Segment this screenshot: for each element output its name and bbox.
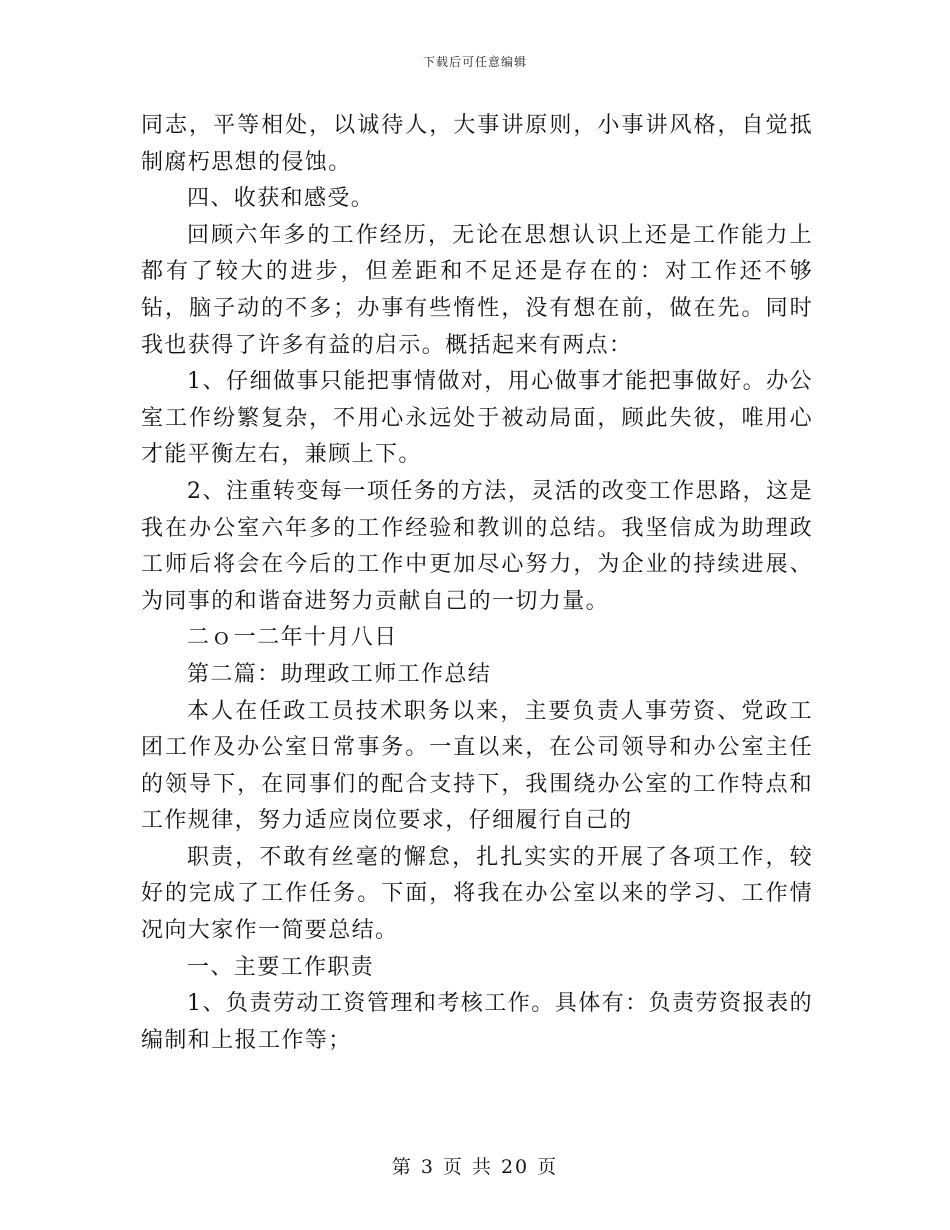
footer-middle: 页 共 xyxy=(442,1156,493,1178)
date-line: 二ｏ一二年十月八日 xyxy=(187,625,398,651)
paragraph-continuation: 同志，平等相处，以诚待人，大事讲原则，小事讲风格，自觉抵制腐朽思想的侵蚀。 xyxy=(141,113,813,175)
footer-prefix: 第 xyxy=(391,1156,413,1178)
document-body xyxy=(141,108,813,1059)
paragraph-duties: 职责，不敢有丝毫的懈怠，扎扎实实的开展了各项工作，较好的完成了工作任务。下面，将我在办公室以来的学习、工作情况向大家作一简要总结。 xyxy=(141,844,813,944)
footer-page-number: 3 xyxy=(420,1156,435,1178)
paragraph-review: 回顾六年多的工作经历，无论在思想认识上还是工作能力上都有了较大的进步，但差距和不足还是存在的：对工作还不够钻，脑子动的不多；办事有些惰性，没有想在前，做在先。同时我也获得了许多有益的启示。概括起来有两点： xyxy=(141,222,813,358)
paragraph-point-1: 1、仔细做事只能把事情做对，用心做事才能把事做好。办公室工作纷繁复杂，不用心永远处于被动局面，顾此失彼，唯用心才能平衡左右，兼顾上下。 xyxy=(141,369,813,468)
paragraph-item-1: 1、负责劳动工资管理和考核工作。具体有：负责劳资报表的编制和上报工作等； xyxy=(141,991,813,1053)
page-header: 下载后可任意编辑 xyxy=(422,55,527,69)
footer-suffix: 页 xyxy=(537,1156,559,1178)
paragraph-point-2: 2、注重转变每一项任务的方法，灵活的改变工作思路，这是我在办公室六年多的工作经验和教训的总结。我坚信成为助理政工师后将会在今后的工作中更加尽心努力，为企业的持续进展、为同事的和谐奋进努力贡献自己的一切力量。 xyxy=(141,478,813,614)
chapter-title: 第二篇：助理政工师工作总结 xyxy=(187,661,492,687)
page-footer xyxy=(0,1152,950,1179)
paragraph-intro: 本人在任政工员技术职务以来，主要负责人事劳资、党政工团工作及办公室日常事务。一直以来，在公司领导和办公室主任的领导下，在同事们的配合支持下，我围绕办公室的工作特点和工作规律，努力适应岗位要求，仔细履行自己的 xyxy=(141,698,813,834)
footer-total-pages: 20 xyxy=(500,1156,530,1178)
section-heading-responsibilities: 一、主要工作职责 xyxy=(187,954,375,980)
section-heading-harvest: 四、收获和感受。 xyxy=(187,186,375,212)
